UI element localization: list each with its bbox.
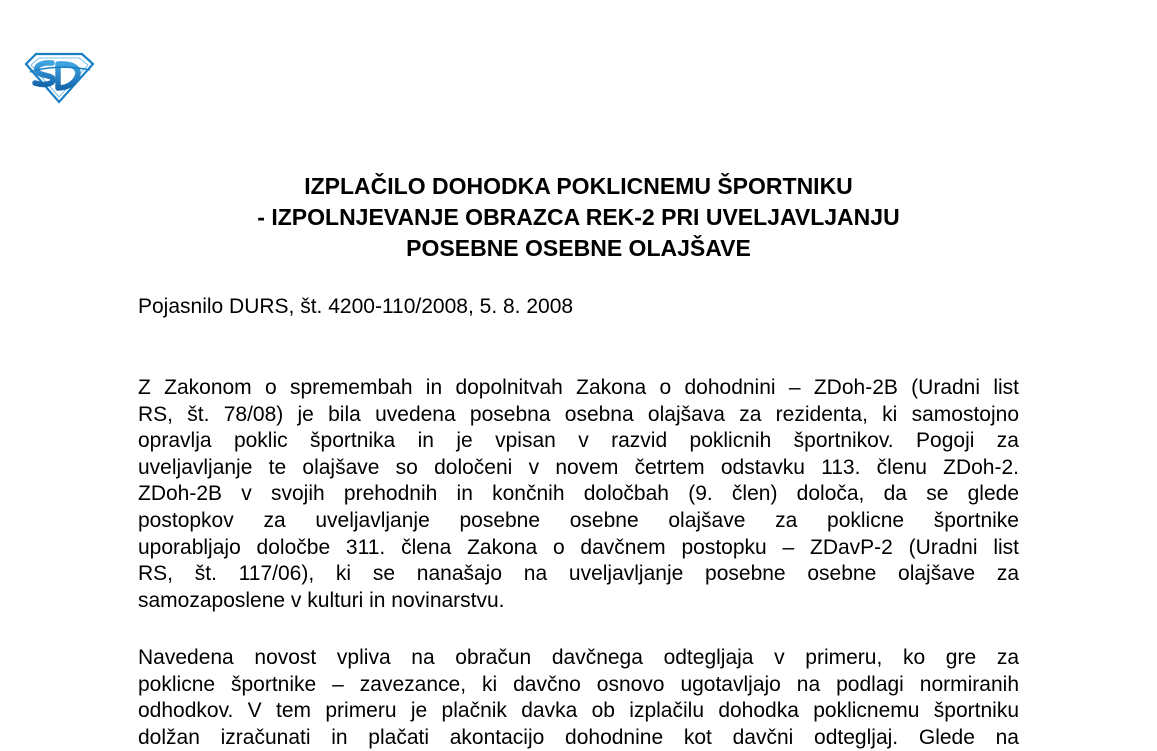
paragraph-line: ZDoh-2B v svojih prehodnih in končnih določbah (9. člen) določa, da se glede — [138, 482, 1019, 506]
paragraph-line: Z Zakonom o spremembah in dopolnitvah Zakona o dohodnini – ZDoh-2B (Uradni list — [138, 376, 1019, 399]
body-paragraph-1 — [138, 375, 1019, 614]
title-line-2: - IZPOLNJEVANJE OBRAZCA REK-2 PRI UVELJAVLJANJU — [257, 204, 900, 230]
paragraph-line: uveljavljanje te olajšave so določeni v novem četrtem odstavku 113. členu ZDoh-2. — [138, 455, 1019, 479]
sd-logo — [22, 50, 96, 104]
document-title — [0, 171, 1157, 264]
paragraph-line: RS, št. 117/06), ki se nanašajo na uveljavljanje posebne osebne olajšave za — [138, 562, 1019, 586]
paragraph-line: Navedena novost vpliva na obračun davčnega odtegljaja v primeru, ko gre za — [138, 646, 1019, 669]
document-reference: Pojasnilo DURS, št. 4200-110/2008, 5. 8. 2008 — [138, 295, 574, 318]
paragraph-line: samozaposlene v kulturi in novinarstvu. — [138, 588, 505, 612]
paragraph-line: dolžan izračunati in plačati akontacijo dohodnine kot davčni odtegljaj. Glede na — [138, 725, 1019, 749]
title-line-1: IZPLAČILO DOHODKA POKLICNEMU ŠPORTNIKU — [304, 173, 853, 199]
title-line-3: POSEBNE OSEBNE OLAJŠAVE — [406, 235, 751, 261]
paragraph-line: postopkov za uveljavljanje posebne osebne olajšave za poklicne športnike — [138, 508, 1019, 532]
paragraph-line: poklicne športnike – zavezance, ki davčno osnovo ugotavljajo na podlagi normiranih — [138, 672, 1019, 696]
paragraph-line: opravlja poklic športnika in je vpisan v razvid poklicnih športnikov. Pogoji za — [138, 429, 1019, 453]
sd-shield-logo-icon — [22, 50, 96, 104]
paragraph-line: uporabljajo določbe 311. člena Zakona o davčnem postopku – ZDavP-2 (Uradni list — [138, 535, 1019, 559]
paragraph-line: odhodkov. V tem primeru je plačnik davka ob izplačilu dohodka poklicnemu športniku — [138, 699, 1019, 723]
body-paragraph-2 — [138, 645, 1019, 751]
paragraph-line: RS, št. 78/08) je bila uvedena posebna osebna olajšava za rezidenta, ki samostojno — [138, 402, 1019, 426]
